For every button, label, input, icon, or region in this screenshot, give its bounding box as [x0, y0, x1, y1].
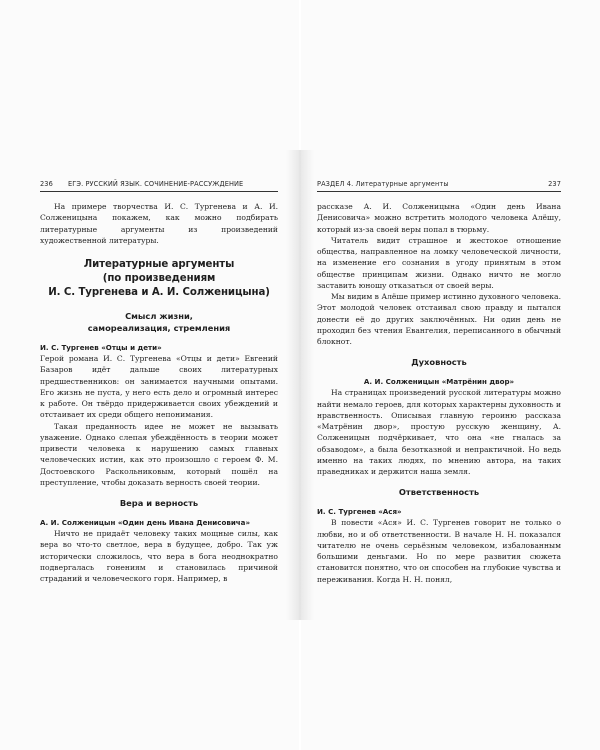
section-title-responsibility: Ответственность	[398, 487, 480, 498]
section4-subtitle: И. С. Тургенев «Ася»	[317, 507, 402, 517]
section1-paragraph-2: Такая преданность идее не может не вызывать уважение. Однако слепая убеждённость в теории может привести человека к нарушению самых главных человеческих истин, как это произошло с героем Ф. М. Достоевского Раскольниковым, который пошёл на преступление, чтобы доказать верность своей теории.	[40, 421, 278, 487]
left-header-rule	[40, 191, 278, 192]
continued-paragraph-1: рассказе А. И. Солженицына «Один день Ивана Денисовича» можно встретить молодого человека Алёшу, который из-за своей веры попал в тюрьму.	[317, 202, 561, 234]
section-title-spirituality: Духовность	[411, 357, 467, 368]
section1-title-line-1: Смысл жизни,	[125, 311, 193, 321]
section2-subtitle: А. И. Солженицын «Один день Ивана Денисовича»	[40, 518, 251, 527]
book-gutter-shadow	[286, 150, 314, 620]
right-header-rule	[317, 191, 561, 192]
left-page	[0, 0, 299, 750]
main-title-line-1: Литературные аргументы	[83, 259, 235, 270]
right-page	[301, 0, 600, 750]
left-running-head-text: ЕГЭ. РУССКИЙ ЯЗЫК. СОЧИНЕНИЕ-РАССУЖДЕНИЕ	[68, 180, 244, 188]
right-text-column	[317, 201, 561, 585]
intro-paragraph: На примере творчества И. С. Тургенева и А. И. Солженицына покажем, как можно подбирать литературные аргументы из произведений художественной литературы.	[40, 202, 278, 245]
main-title-line-2: (по произведениям	[102, 273, 216, 284]
section3-subtitle: А. И. Солженицын «Матрёнин двор»	[363, 377, 515, 387]
left-page-number: 236	[40, 180, 53, 188]
right-running-head-text: РАЗДЕЛ 4. Литературные аргументы	[317, 180, 449, 188]
continued-paragraph-3: Мы видим в Алёше пример истинно духовного человека. Этот молодой человек отстаивал свою правду и пытался донести её до других заключённых. Ни один день не проходил без чтения Евангелия, переписанного в обычный блокнот.	[317, 292, 561, 346]
section1-title-line-2: самореализация, стремления	[87, 323, 231, 333]
section1-subtitle: И. С. Тургенев «Отцы и дети»	[40, 343, 162, 352]
main-title-line-3: И. С. Тургенева и А. И. Солженицына)	[48, 287, 270, 298]
right-page-number: 237	[548, 180, 561, 188]
section-title-meaning-of-life	[40, 310, 278, 334]
left-text-column	[40, 201, 278, 584]
section2-paragraph: Ничто не придаёт человеку таких мощные силы, как вера во что-то светлое, вера в будущее, добро. Так уж исторически сложилось, что вера в бога неоднократно подвергалась гонениям и становилась причиной страданий и человеческого горя. Например, в	[40, 529, 278, 583]
section1-paragraph-1: Герой романа И. С. Тургенева «Отцы и дети» Евгений Базаров идёт дальше своих литературных предшественников: он занимается научными опытами. Его жизнь не пуста, у него есть дело и огромный интерес к работе. Он твёрдо придерживается своих убеждений и отстаивает их среди общего непонимания.	[40, 354, 278, 420]
section3-paragraph: На страницах произведений русской литературы можно найти немало героев, для которых характерны духовность и нравственность. Описывая главную героиню рассказа «Матрёнин двор», простую русскую женщину, А. Солженицын подчёркивает, что она «не гналась за обзаводом», а была безотказной и непрактичной. Но ведь именно на таких людях, по мнению автора, на таких праведниках и держится наша земля.	[317, 388, 562, 476]
main-title	[40, 258, 278, 300]
section-title-faith: Вера и верность	[119, 498, 199, 508]
section4-paragraph: В повести «Ася» И. С. Тургенев говорит не только о любви, но и об ответственности. В начале Н. Н. показался читателю не очень серьёзным человеком, избалованным большими деньгами. Но по мере развития сюжета становится понятно, что он способен на глубокие чувства и переживания. Когда Н. Н. понял,	[317, 518, 561, 584]
continued-paragraph-2: Читатель видит страшное и жестокое отношение общества, направленное на ломку человеческой личности, на изменение его сознания в угоду принятым в этом обществе принципам жизни. Однако ничто не могло заставить юношу отказаться от своей веры.	[317, 235, 561, 290]
